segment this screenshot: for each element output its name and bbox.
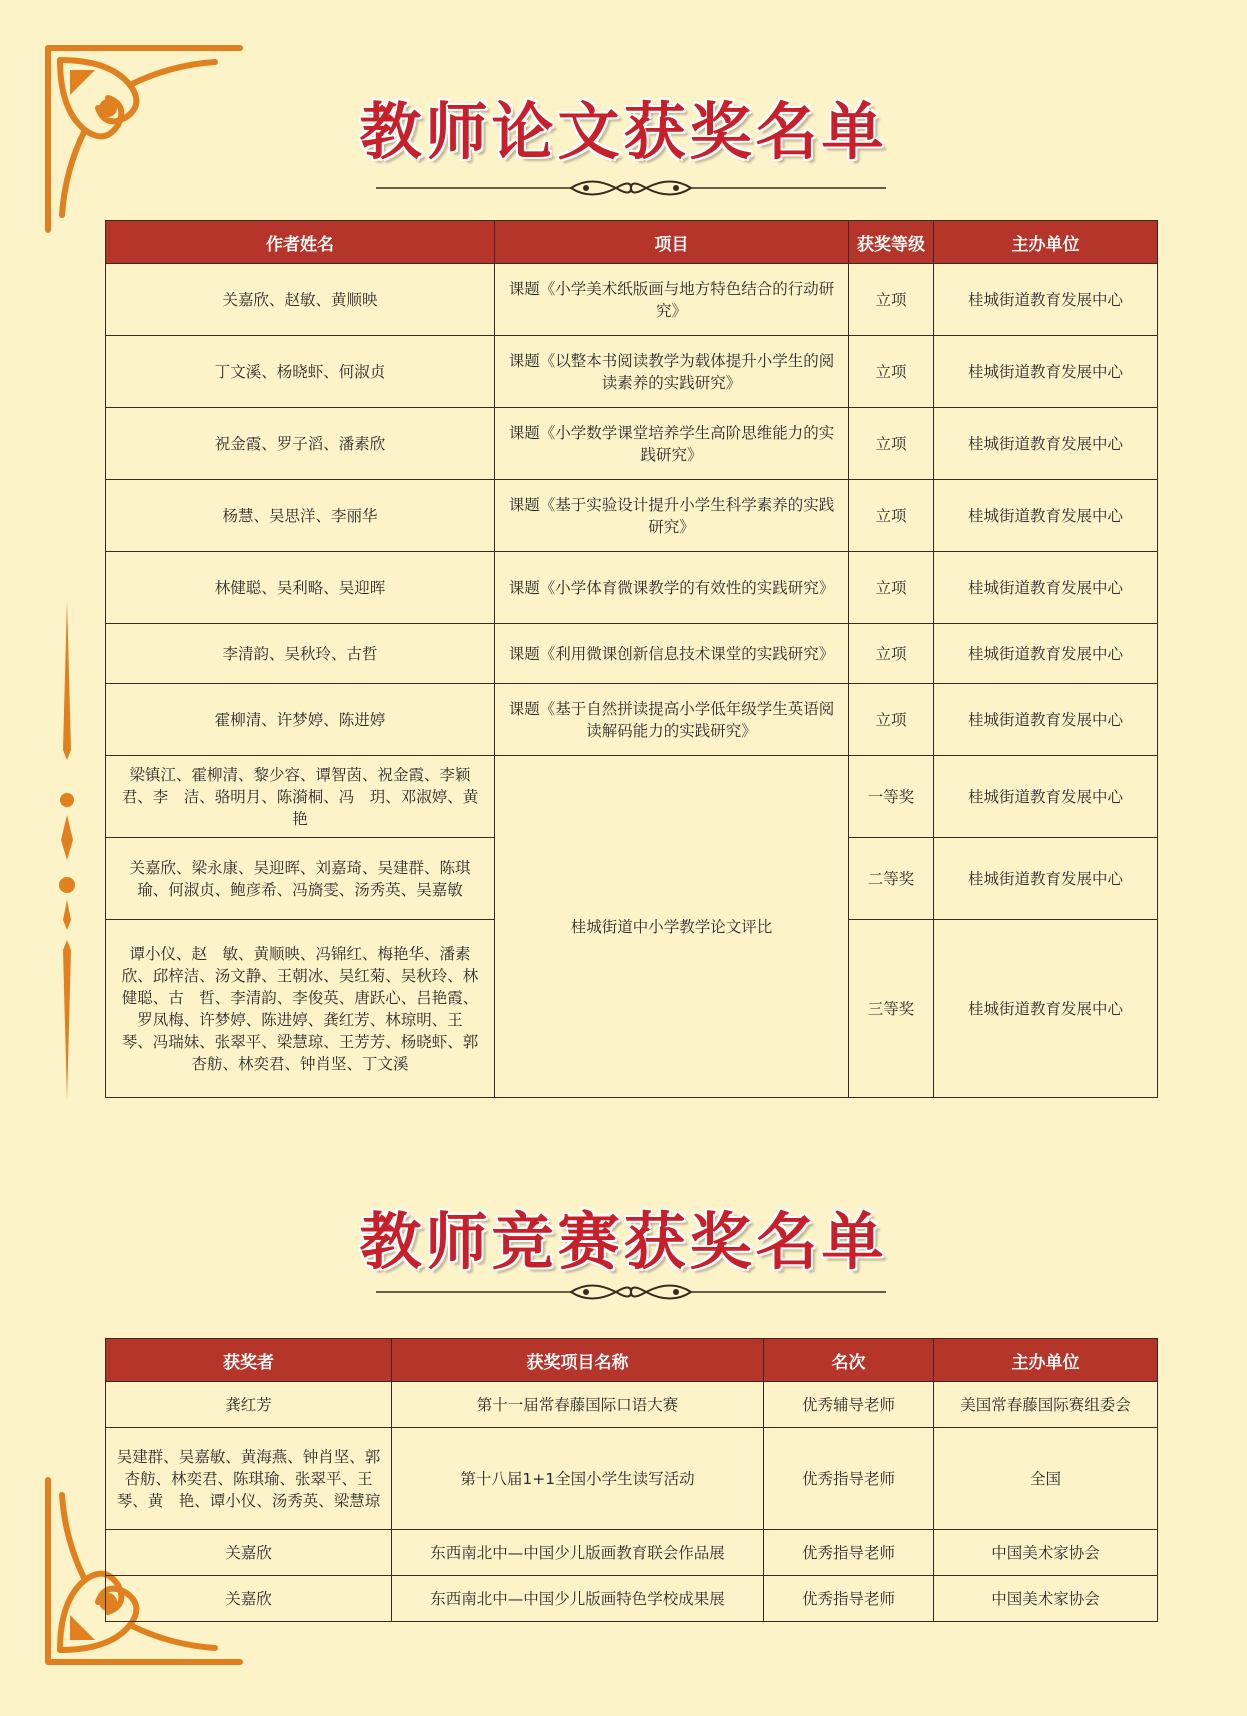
project-cell: 课题《小学体育微课教学的有效性的实践研究》 bbox=[495, 552, 849, 624]
column-header: 作者姓名 bbox=[106, 221, 495, 264]
organizer-cell: 中国美术家协会 bbox=[934, 1530, 1158, 1576]
organizer-cell: 桂城街道教育发展中心 bbox=[934, 264, 1158, 336]
table-row bbox=[106, 480, 1158, 552]
authors-cell: 关嘉欣、梁永康、吴迎晖、刘嘉琦、吴建群、陈琪瑜、何淑贞、鲍彦希、冯旖雯、汤秀英、吴嘉敏 bbox=[106, 838, 495, 920]
rank-cell: 优秀辅导老师 bbox=[764, 1382, 934, 1428]
project-cell: 东西南北中—中国少儿版画特色学校成果展 bbox=[392, 1576, 764, 1622]
authors-cell: 谭小仪、赵 敏、黄顺映、冯锦红、梅艳华、潘素欣、邱梓洁、汤文静、王朝冰、吴红菊、吴秋玲、林健聪、古 哲、李清韵、李俊英、唐跃心、吕艳霞、罗凤梅、许梦婷、陈进婷、龚红芳、林琼明、王 琴、冯瑞妹、张翠平、梁慧琼、王芳芳、杨晓虾、郭杏舫、林奕君、钟肖坚、丁文溪 bbox=[106, 920, 495, 1098]
level-cell: 立项 bbox=[849, 480, 934, 552]
level-cell: 立项 bbox=[849, 336, 934, 408]
organizer-cell: 桂城街道教育发展中心 bbox=[934, 624, 1158, 684]
paper-awards-table bbox=[105, 220, 1158, 1098]
authors-cell: 杨慧、吴思洋、李丽华 bbox=[106, 480, 495, 552]
table-row bbox=[106, 1382, 1158, 1428]
table-row bbox=[106, 1530, 1158, 1576]
column-header: 项目 bbox=[495, 221, 849, 264]
organizer-cell: 美国常春藤国际赛组委会 bbox=[934, 1382, 1158, 1428]
title-divider-icon bbox=[376, 173, 886, 203]
organizer-cell: 桂城街道教育发展中心 bbox=[934, 684, 1158, 756]
rank-cell: 优秀指导老师 bbox=[764, 1428, 934, 1530]
authors-cell: 霍柳清、许梦婷、陈进婷 bbox=[106, 684, 495, 756]
title-divider-icon bbox=[376, 1277, 886, 1307]
level-cell: 立项 bbox=[849, 624, 934, 684]
table-row bbox=[106, 408, 1158, 480]
contest-awards-table bbox=[105, 1338, 1158, 1622]
organizer-cell: 桂城街道教育发展中心 bbox=[934, 920, 1158, 1098]
project-cell: 课题《小学数学课堂培养学生高阶思维能力的实践研究》 bbox=[495, 408, 849, 480]
table-row bbox=[106, 1428, 1158, 1530]
rank-cell: 优秀指导老师 bbox=[764, 1576, 934, 1622]
table-row bbox=[106, 336, 1158, 408]
project-cell: 课题《利用微课创新信息技术课堂的实践研究》 bbox=[495, 624, 849, 684]
table-row bbox=[106, 684, 1158, 756]
level-cell: 一等奖 bbox=[849, 756, 934, 838]
project-cell: 课题《基于自然拼读提高小学低年级学生英语阅读解码能力的实践研究》 bbox=[495, 684, 849, 756]
authors-cell: 关嘉欣、赵敏、黄顺映 bbox=[106, 264, 495, 336]
authors-cell: 李清韵、吴秋玲、古哲 bbox=[106, 624, 495, 684]
authors-cell: 祝金霞、罗子滔、潘素欣 bbox=[106, 408, 495, 480]
level-cell: 立项 bbox=[849, 264, 934, 336]
level-cell: 立项 bbox=[849, 684, 934, 756]
column-header: 获奖项目名称 bbox=[392, 1339, 764, 1382]
organizer-cell: 桂城街道教育发展中心 bbox=[934, 552, 1158, 624]
level-cell: 二等奖 bbox=[849, 838, 934, 920]
organizer-cell: 全国 bbox=[934, 1428, 1158, 1530]
organizer-cell: 中国美术家协会 bbox=[934, 1576, 1158, 1622]
authors-cell: 梁镇江、霍柳清、黎少容、谭智茵、祝金霞、李颖君、李 洁、骆明月、陈漪桐、冯 玥、邓淑婷、黄艳 bbox=[106, 756, 495, 838]
authors-cell: 林健聪、吴利略、吴迎晖 bbox=[106, 552, 495, 624]
organizer-cell: 桂城街道教育发展中心 bbox=[934, 336, 1158, 408]
table-row bbox=[106, 264, 1158, 336]
project-cell: 第十一届常春藤国际口语大赛 bbox=[392, 1382, 764, 1428]
column-header: 获奖等级 bbox=[849, 221, 934, 264]
contest-section-title: 教师竞赛获奖名单 bbox=[359, 1205, 888, 1278]
winner-cell: 关嘉欣 bbox=[106, 1576, 392, 1622]
project-cell: 东西南北中—中国少儿版画教育联会作品展 bbox=[392, 1530, 764, 1576]
level-cell: 立项 bbox=[849, 408, 934, 480]
column-header: 获奖者 bbox=[106, 1339, 392, 1382]
column-header: 主办单位 bbox=[934, 221, 1158, 264]
organizer-cell: 桂城街道教育发展中心 bbox=[934, 480, 1158, 552]
column-header: 名次 bbox=[764, 1339, 934, 1382]
table-header-row bbox=[106, 221, 1158, 264]
column-header: 主办单位 bbox=[934, 1339, 1158, 1382]
project-cell: 课题《小学美术纸版画与地方特色结合的行动研究》 bbox=[495, 264, 849, 336]
table-row bbox=[106, 624, 1158, 684]
table-header-row bbox=[106, 1339, 1158, 1382]
project-cell: 桂城街道中小学教学论文评比 bbox=[495, 756, 849, 1098]
project-cell: 课题《以整本书阅读教学为载体提升小学生的阅读素养的实践研究》 bbox=[495, 336, 849, 408]
project-cell: 第十八届1+1全国小学生读写活动 bbox=[392, 1428, 764, 1530]
level-cell: 立项 bbox=[849, 552, 934, 624]
table-row bbox=[106, 552, 1158, 624]
winner-cell: 吴建群、吴嘉敏、黄海燕、钟肖坚、郭杏舫、林奕君、陈琪瑜、张翠平、王 琴、黄 艳、谭小仪、汤秀英、梁慧琼 bbox=[106, 1428, 392, 1530]
authors-cell: 丁文溪、杨晓虾、何淑贞 bbox=[106, 336, 495, 408]
paper-section-title: 教师论文获奖名单 bbox=[359, 95, 888, 168]
organizer-cell: 桂城街道教育发展中心 bbox=[934, 756, 1158, 838]
side-ornament-icon bbox=[55, 600, 79, 1100]
project-cell: 课题《基于实验设计提升小学生科学素养的实践研究》 bbox=[495, 480, 849, 552]
table-row bbox=[106, 1576, 1158, 1622]
level-cell: 三等奖 bbox=[849, 920, 934, 1098]
winner-cell: 龚红芳 bbox=[106, 1382, 392, 1428]
table-row bbox=[106, 756, 1158, 838]
organizer-cell: 桂城街道教育发展中心 bbox=[934, 408, 1158, 480]
rank-cell: 优秀指导老师 bbox=[764, 1530, 934, 1576]
winner-cell: 关嘉欣 bbox=[106, 1530, 392, 1576]
organizer-cell: 桂城街道教育发展中心 bbox=[934, 838, 1158, 920]
